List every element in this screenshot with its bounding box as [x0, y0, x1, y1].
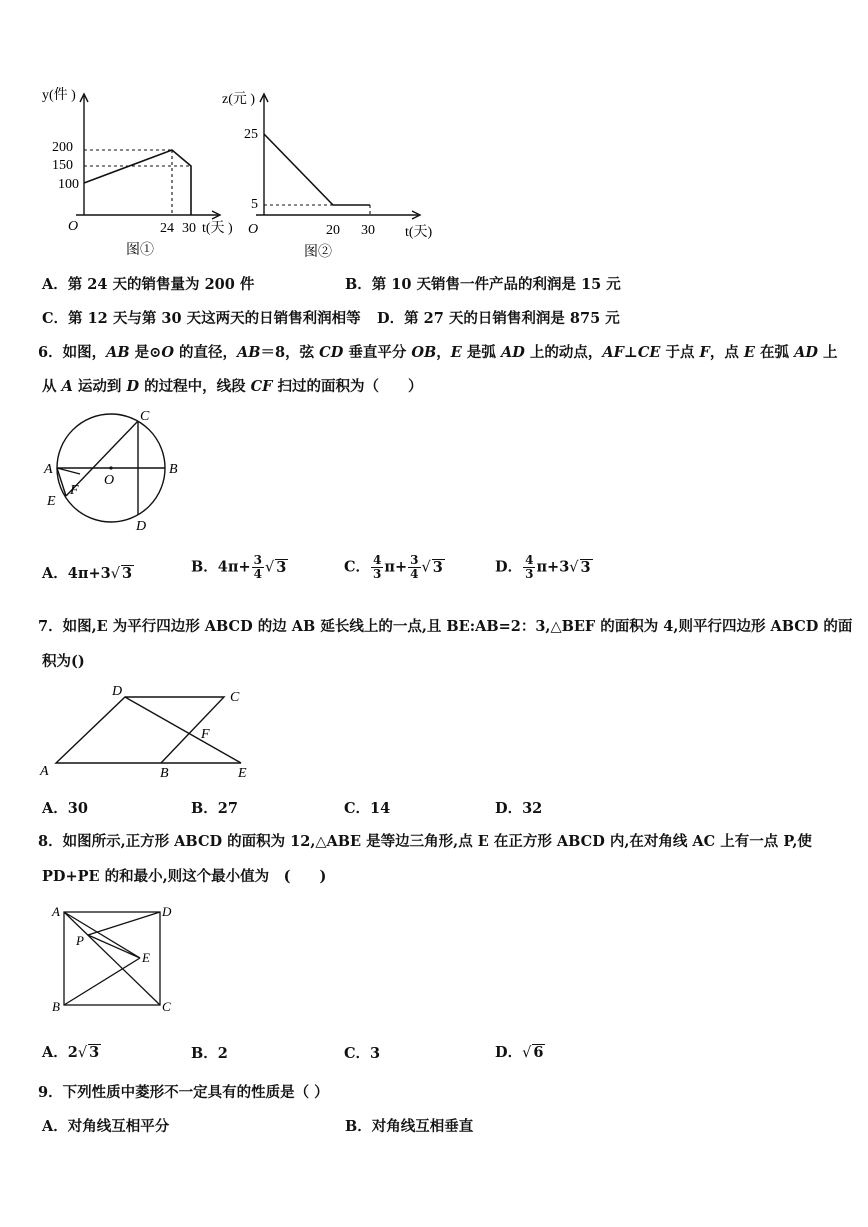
q7-label-a: A — [40, 764, 49, 779]
q6-stem-line-1: 6．如图，AB 是⊙O 的直径，AB＝8，弦 CD 垂直平分 OB，E 是弧 AD 上的动点，AF⊥CE 于点 F，点 E 在弧 AD 上 — [38, 344, 838, 361]
graph-1-ytick-100: 100 — [58, 177, 79, 192]
q8-stem-line-2: PD+PE 的和最小,则这个最小值为 ( ) — [42, 868, 327, 885]
q6-label-c: C — [140, 409, 150, 424]
q8-option-b: B．2 — [191, 1045, 228, 1062]
q8-option-d: D．√ 6 — [495, 1044, 544, 1061]
q7-label-d: D — [112, 684, 123, 699]
q7-label-b: B — [160, 766, 169, 780]
q8-label-p: P — [76, 933, 84, 948]
q7-parallelogram-abcd — [56, 697, 224, 763]
graph-2-xtick-20: 20 — [326, 223, 340, 238]
graph-1-ytick-150: 150 — [52, 158, 73, 173]
graph-2-ytick-5: 5 — [251, 197, 258, 212]
q8-label-a: A — [52, 904, 60, 919]
q8-label-b: B — [52, 999, 60, 1014]
graph-2-y-label: z(元 ) — [222, 92, 256, 107]
graph-2-ytick-25: 25 — [244, 127, 258, 142]
q7-stem-line-2: 积为() — [42, 653, 85, 670]
q7-option-a: A．30 — [42, 800, 88, 817]
q7-label-c: C — [230, 690, 240, 705]
q9-stem: 9．下列性质中菱形不一定具有的性质是（ ） — [38, 1084, 329, 1101]
graph-2-origin: O — [248, 222, 259, 237]
graph-1-x-label: t(天 ) — [202, 221, 233, 236]
q6-label-o: O — [104, 473, 115, 488]
q8-segment-pd — [88, 912, 160, 935]
q6-label-b: B — [169, 462, 178, 477]
q7-option-c: C．14 — [344, 800, 391, 817]
graph-1-y-label: y(件 ) — [42, 88, 76, 103]
q8-segment-pe — [88, 935, 140, 958]
graph-2-xtick-30: 30 — [361, 223, 375, 238]
q8-label-d: D — [162, 904, 172, 919]
q7-parallelogram-figure — [36, 680, 258, 780]
q5-option-a: A．第 24 天的销售量为 200 件 — [42, 276, 255, 293]
q5-option-c: C．第 12 天与第 30 天这两天的日销售利润相等 — [42, 310, 361, 327]
graph-1-origin: O — [68, 219, 79, 234]
q7-label-f: F — [201, 727, 210, 742]
q6-label-a: A — [44, 462, 53, 477]
graph-1-ytick-200: 200 — [52, 140, 73, 155]
graph-2-x-label: t(天) — [405, 225, 433, 240]
q6-label-d: D — [136, 519, 147, 534]
graph-1-caption: 图① — [126, 243, 154, 258]
q7-option-d: D．32 — [495, 800, 543, 817]
q6-stem-line-2: 从 A 运动到 D 的过程中，线段 CF 扫过的面积为（ ） — [42, 378, 423, 395]
q8-stem-line-1: 8．如图所示,正方形 ABCD 的面积为 12,△ABE 是等边三角形,点 E 在正方形 ABCD 内,在对角线 AC 上有一点 P,使 — [38, 833, 812, 850]
q7-segment-de — [125, 697, 241, 763]
q5-option-d: D．第 27 天的日销售利润是 875 元 — [377, 310, 620, 327]
q9-option-a: A．对角线互相平分 — [42, 1118, 170, 1135]
q6-label-e: E — [47, 494, 56, 509]
q8-label-c: C — [162, 999, 171, 1014]
q7-stem-line-1: 7．如图,E 为平行四边形 ABCD 的边 AB 延长线上的一点,且 BE:AB=2：3,△BEF 的面积为 4,则平行四边形 ABCD 的面 — [38, 618, 853, 635]
q6-option-d: D． $\frac{4}{3}$ π+3√ 3 — [495, 553, 591, 581]
q9-option-b: B．对角线互相垂直 — [345, 1118, 474, 1135]
graph-2-caption: 图② — [304, 245, 332, 260]
q8-label-e: E — [142, 950, 150, 965]
q8-option-a: A．2√ 3 — [42, 1044, 100, 1061]
graph-1 — [36, 84, 246, 262]
graph-2 — [218, 84, 443, 262]
q6-circle-figure — [40, 404, 190, 540]
q6-option-b: B．4π+ $\frac{3}{4}$ √ 3 — [191, 553, 287, 581]
q6-option-a: A．4π+3√ 3 — [42, 565, 133, 582]
q8-square-figure — [40, 897, 190, 1021]
graph-2-series-line — [264, 134, 370, 205]
graph-1-xtick-24: 24 — [160, 221, 174, 236]
graph-1-xtick-30: 30 — [182, 221, 196, 236]
q5-option-b: B．第 10 天销售一件产品的利润是 15 元 — [345, 276, 621, 293]
q7-option-b: B．27 — [191, 800, 238, 817]
graph-1-series-line — [84, 150, 191, 215]
q6-label-f: F — [70, 483, 79, 498]
q8-option-c: C．3 — [344, 1045, 381, 1062]
q6-option-c: C． $\frac{4}{3}$ π+ $\frac{3}{4}$ √ 3 — [344, 553, 443, 581]
q7-label-e: E — [238, 766, 247, 780]
